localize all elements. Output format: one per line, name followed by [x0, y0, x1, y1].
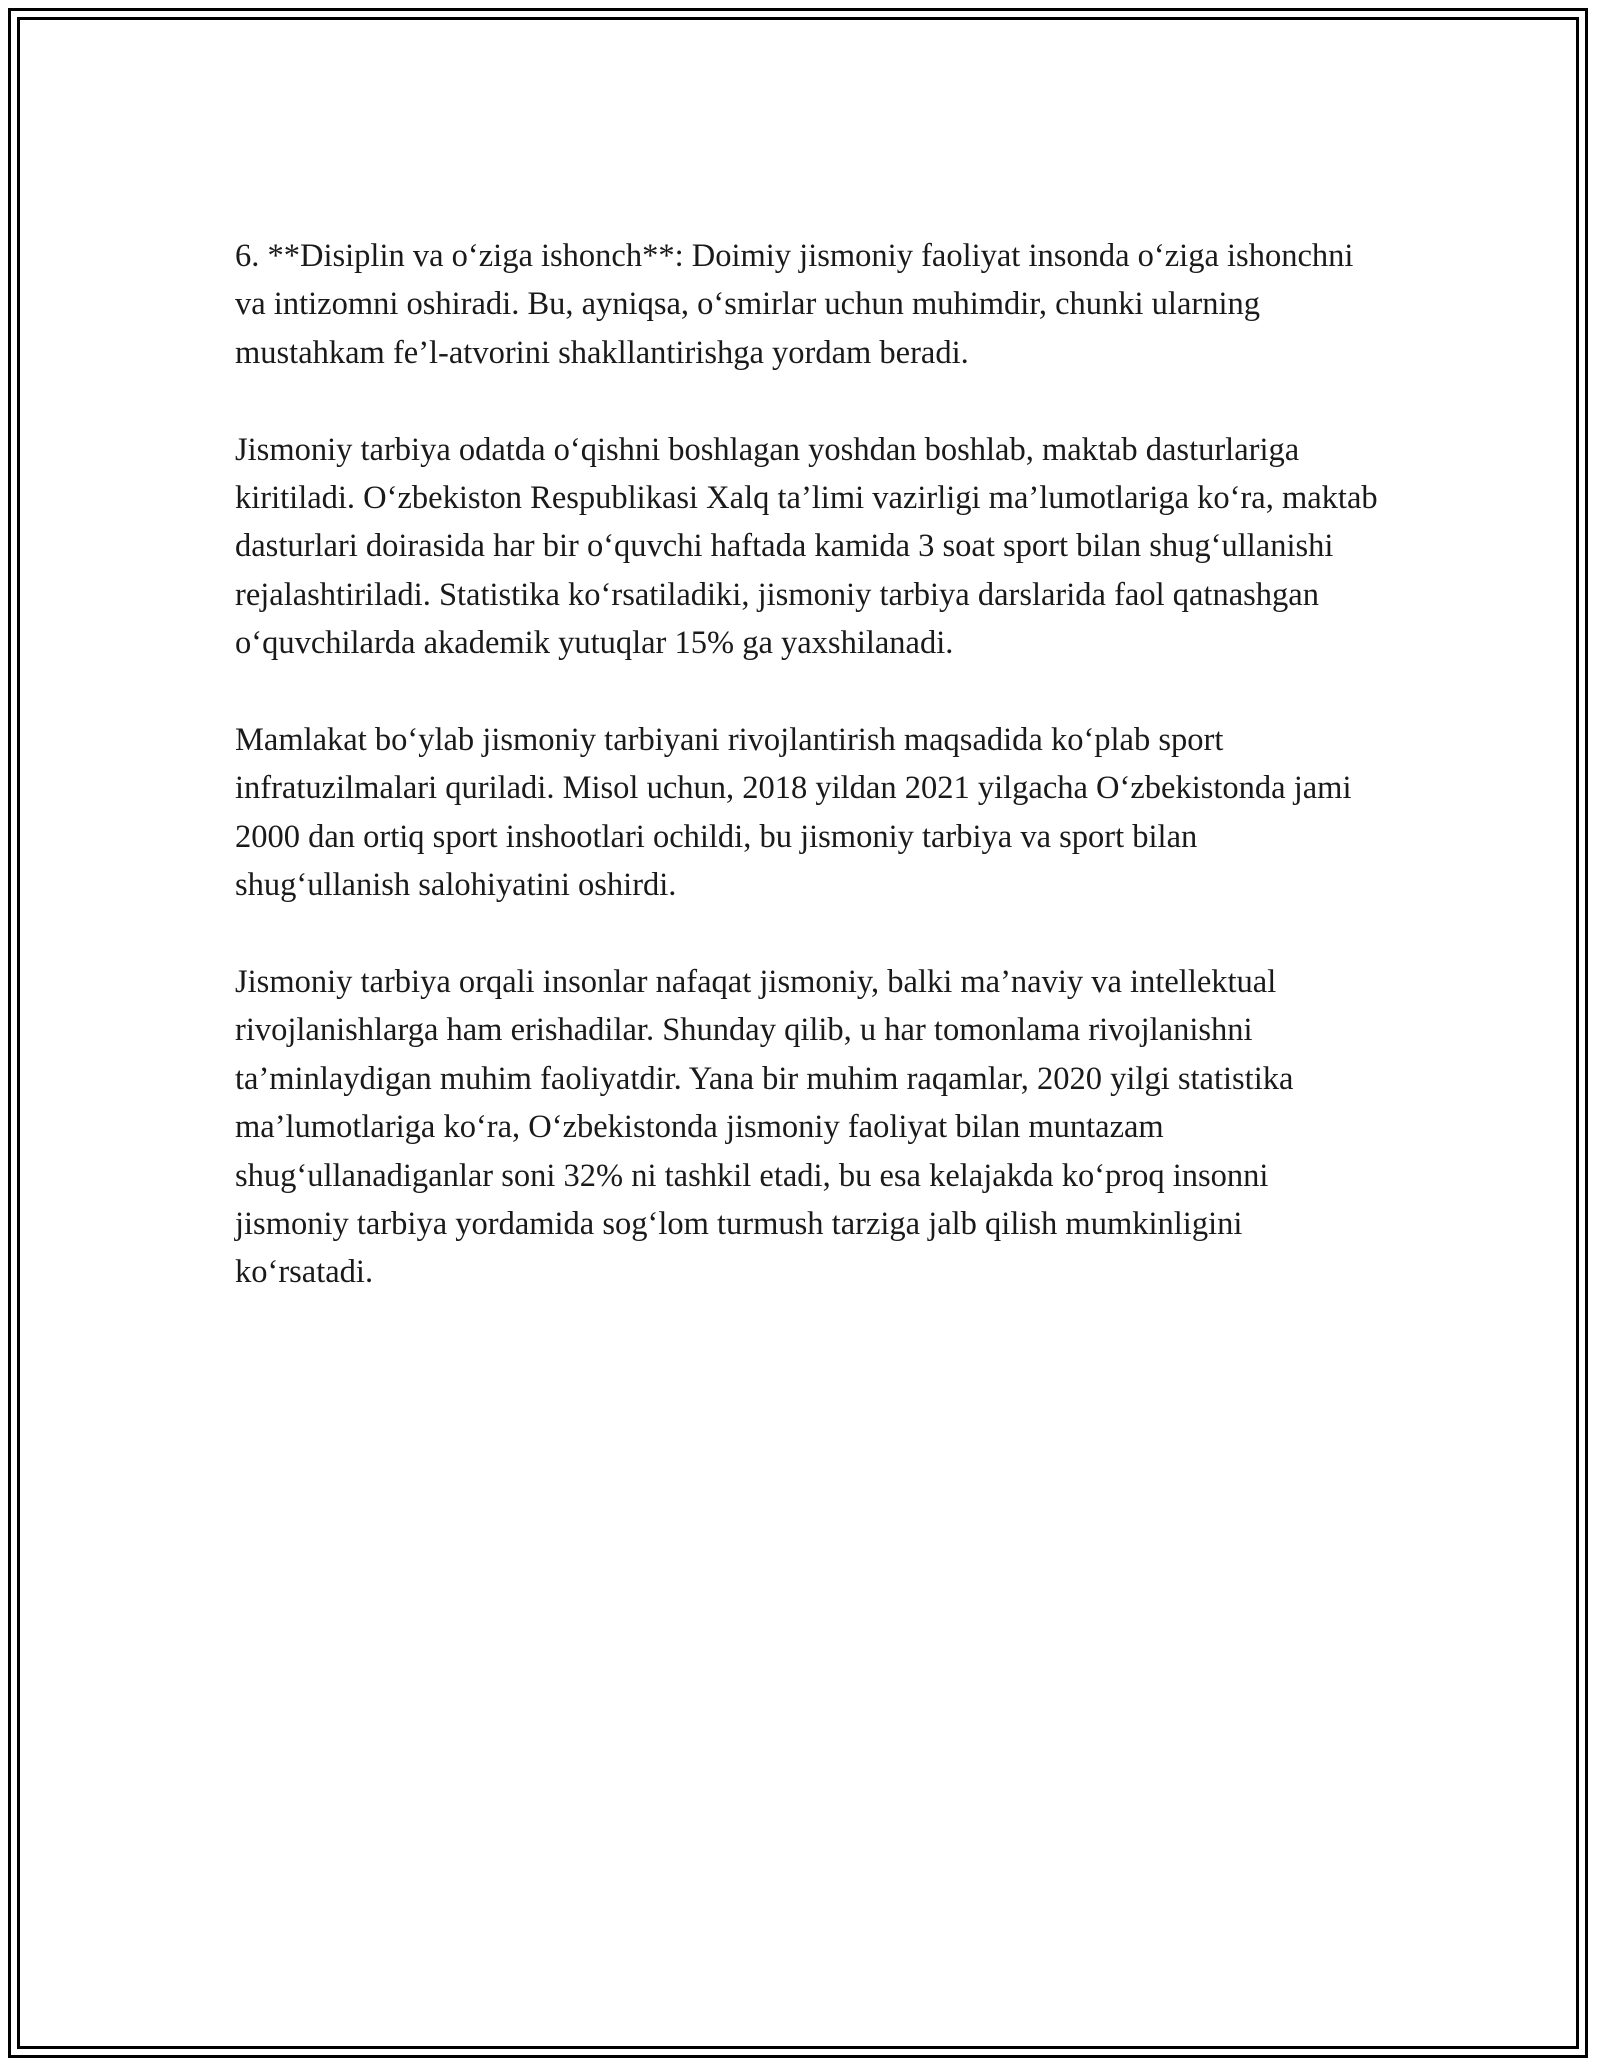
- document-body: [235, 232, 1380, 1345]
- paragraph-statistics: Jismoniy tarbiya orqali insonlar nafaqat jismoniy, balki ma’naviy va intellektual rivojlanishlarga ham erishadilar. Shunday qilib, u har tomonlama rivojlanishni ta’minlaydigan muhim faoliyatdir. Yana bir muhim raqamlar, 2020 yilgi statistika ma’lumotlariga ko‘ra, O‘zbekistonda jismoniy faoliyat bilan muntazam shug‘ullanadiganlar soni 32% ni tashkil etadi, bu esa kelajakda ko‘proq insonni jismoniy tarbiya yordamida sog‘lom turmush tarziga jalb qilish mumkinligini ko‘rsatadi.: [235, 964, 1294, 1291]
- paragraph-discipline: 6. **Disiplin va o‘ziga ishonch**: Doimiy jismoniy faoliyat insonda o‘ziga ishonchni va intizomni oshiradi. Bu, ayniqsa, o‘smirlar uchun muhimdir, chunki ularning mustahkam fe’l-atvorini shakllantirishga yordam beradi.: [235, 238, 1354, 371]
- paragraph-school-programs: Jismoniy tarbiya odatda o‘qishni boshlagan yoshdan boshlab, maktab dasturlariga kiritiladi. O‘zbekiston Respublikasi Xalq ta’limi vazirligi ma’lumotlariga ko‘ra, maktab dasturlari doirasida har bir o‘quvchi haftada kamida 3 soat sport bilan shug‘ullanishi rejalashtiriladi. Statistika ko‘rsatiladiki, jismoniy tarbiya darslarida faol qatnashgan o‘quvchilarda akademik yutuqlar 15% ga yaxshilanadi.: [235, 431, 1378, 662]
- paragraph-sport-infrastructure: Mamlakat bo‘ylab jismoniy tarbiyani rivojlantirish maqsadida ko‘plab sport infratuzilmalari quriladi. Misol uchun, 2018 yildan 2021 yilgacha O‘zbekistonda jami 2000 dan ortiq sport inshootlari ochildi, bu jismoniy tarbiya va sport bilan shug‘ullanish salohiyatini oshirdi.: [235, 722, 1352, 904]
